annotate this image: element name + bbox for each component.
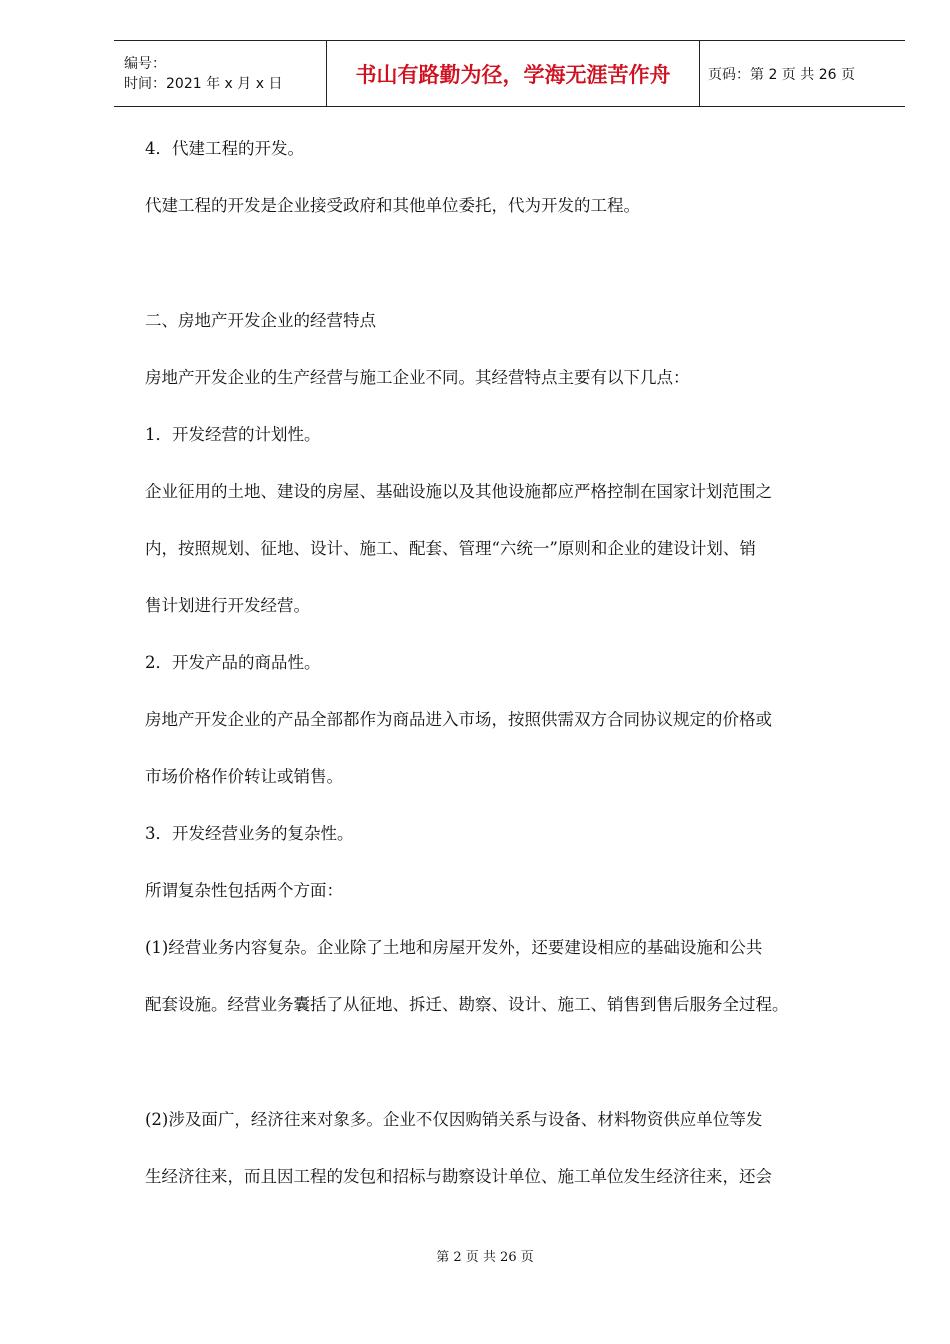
- header-motto: 书山有路勤为径，学海无涯苦作舟: [327, 41, 700, 107]
- paragraph: 售计划进行开发经营。: [145, 596, 310, 615]
- document-time-label: 时间：2021 年 x 月 x 日: [124, 75, 283, 92]
- paragraph: 市场价格作价转让或销售。: [145, 767, 343, 786]
- paragraph: 生经济往来，而且因工程的发包和招标与勘察设计单位、施工单位发生经济往来，还会: [145, 1167, 772, 1186]
- paragraph: 房地产开发企业的生产经营与施工企业不同。其经营特点主要有以下几点：: [145, 368, 690, 387]
- paragraph: 内，按照规划、征地、设计、施工、配套、管理“六统一”原则和企业的建设计划、销: [145, 539, 756, 558]
- paragraph: 4．代建工程的开发。: [145, 139, 304, 158]
- paragraph: 所谓复杂性包括两个方面：: [145, 881, 343, 900]
- document-number-label: 编号：: [124, 55, 166, 72]
- blank-line: [145, 1033, 885, 1091]
- document-header: [114, 40, 905, 107]
- paragraph: 3．开发经营业务的复杂性。: [145, 824, 354, 843]
- paragraph: (1)经营业务内容复杂。企业除了土地和房屋开发外，还要建设相应的基础设施和公共: [145, 938, 763, 957]
- document-body: [145, 120, 885, 1205]
- section-heading: 二、房地产开发企业的经营特点: [145, 311, 376, 330]
- header-page-info: 页码：第 2 页 共 26 页: [700, 41, 906, 107]
- paragraph: (2)涉及面广，经济往来对象多。企业不仅因购销关系与设备、材料物资供应单位等发: [145, 1110, 763, 1129]
- paragraph: 1．开发经营的计划性。: [145, 425, 321, 444]
- paragraph: 房地产开发企业的产品全部都作为商品进入市场，按照供需双方合同协议规定的价格或: [145, 710, 772, 729]
- paragraph: 2．开发产品的商品性。: [145, 653, 321, 672]
- paragraph: 配套设施。经营业务囊括了从征地、拆迁、勘察、设计、施工、销售到售后服务全过程。: [145, 995, 789, 1014]
- blank-line: [145, 234, 885, 292]
- header-meta-cell: [114, 41, 327, 107]
- page-footer: 第 2 页 共 26 页: [436, 1250, 534, 1265]
- paragraph: 企业征用的土地、建设的房屋、基础设施以及其他设施都应严格控制在国家计划范围之: [145, 482, 772, 501]
- paragraph: 代建工程的开发是企业接受政府和其他单位委托，代为开发的工程。: [145, 196, 640, 215]
